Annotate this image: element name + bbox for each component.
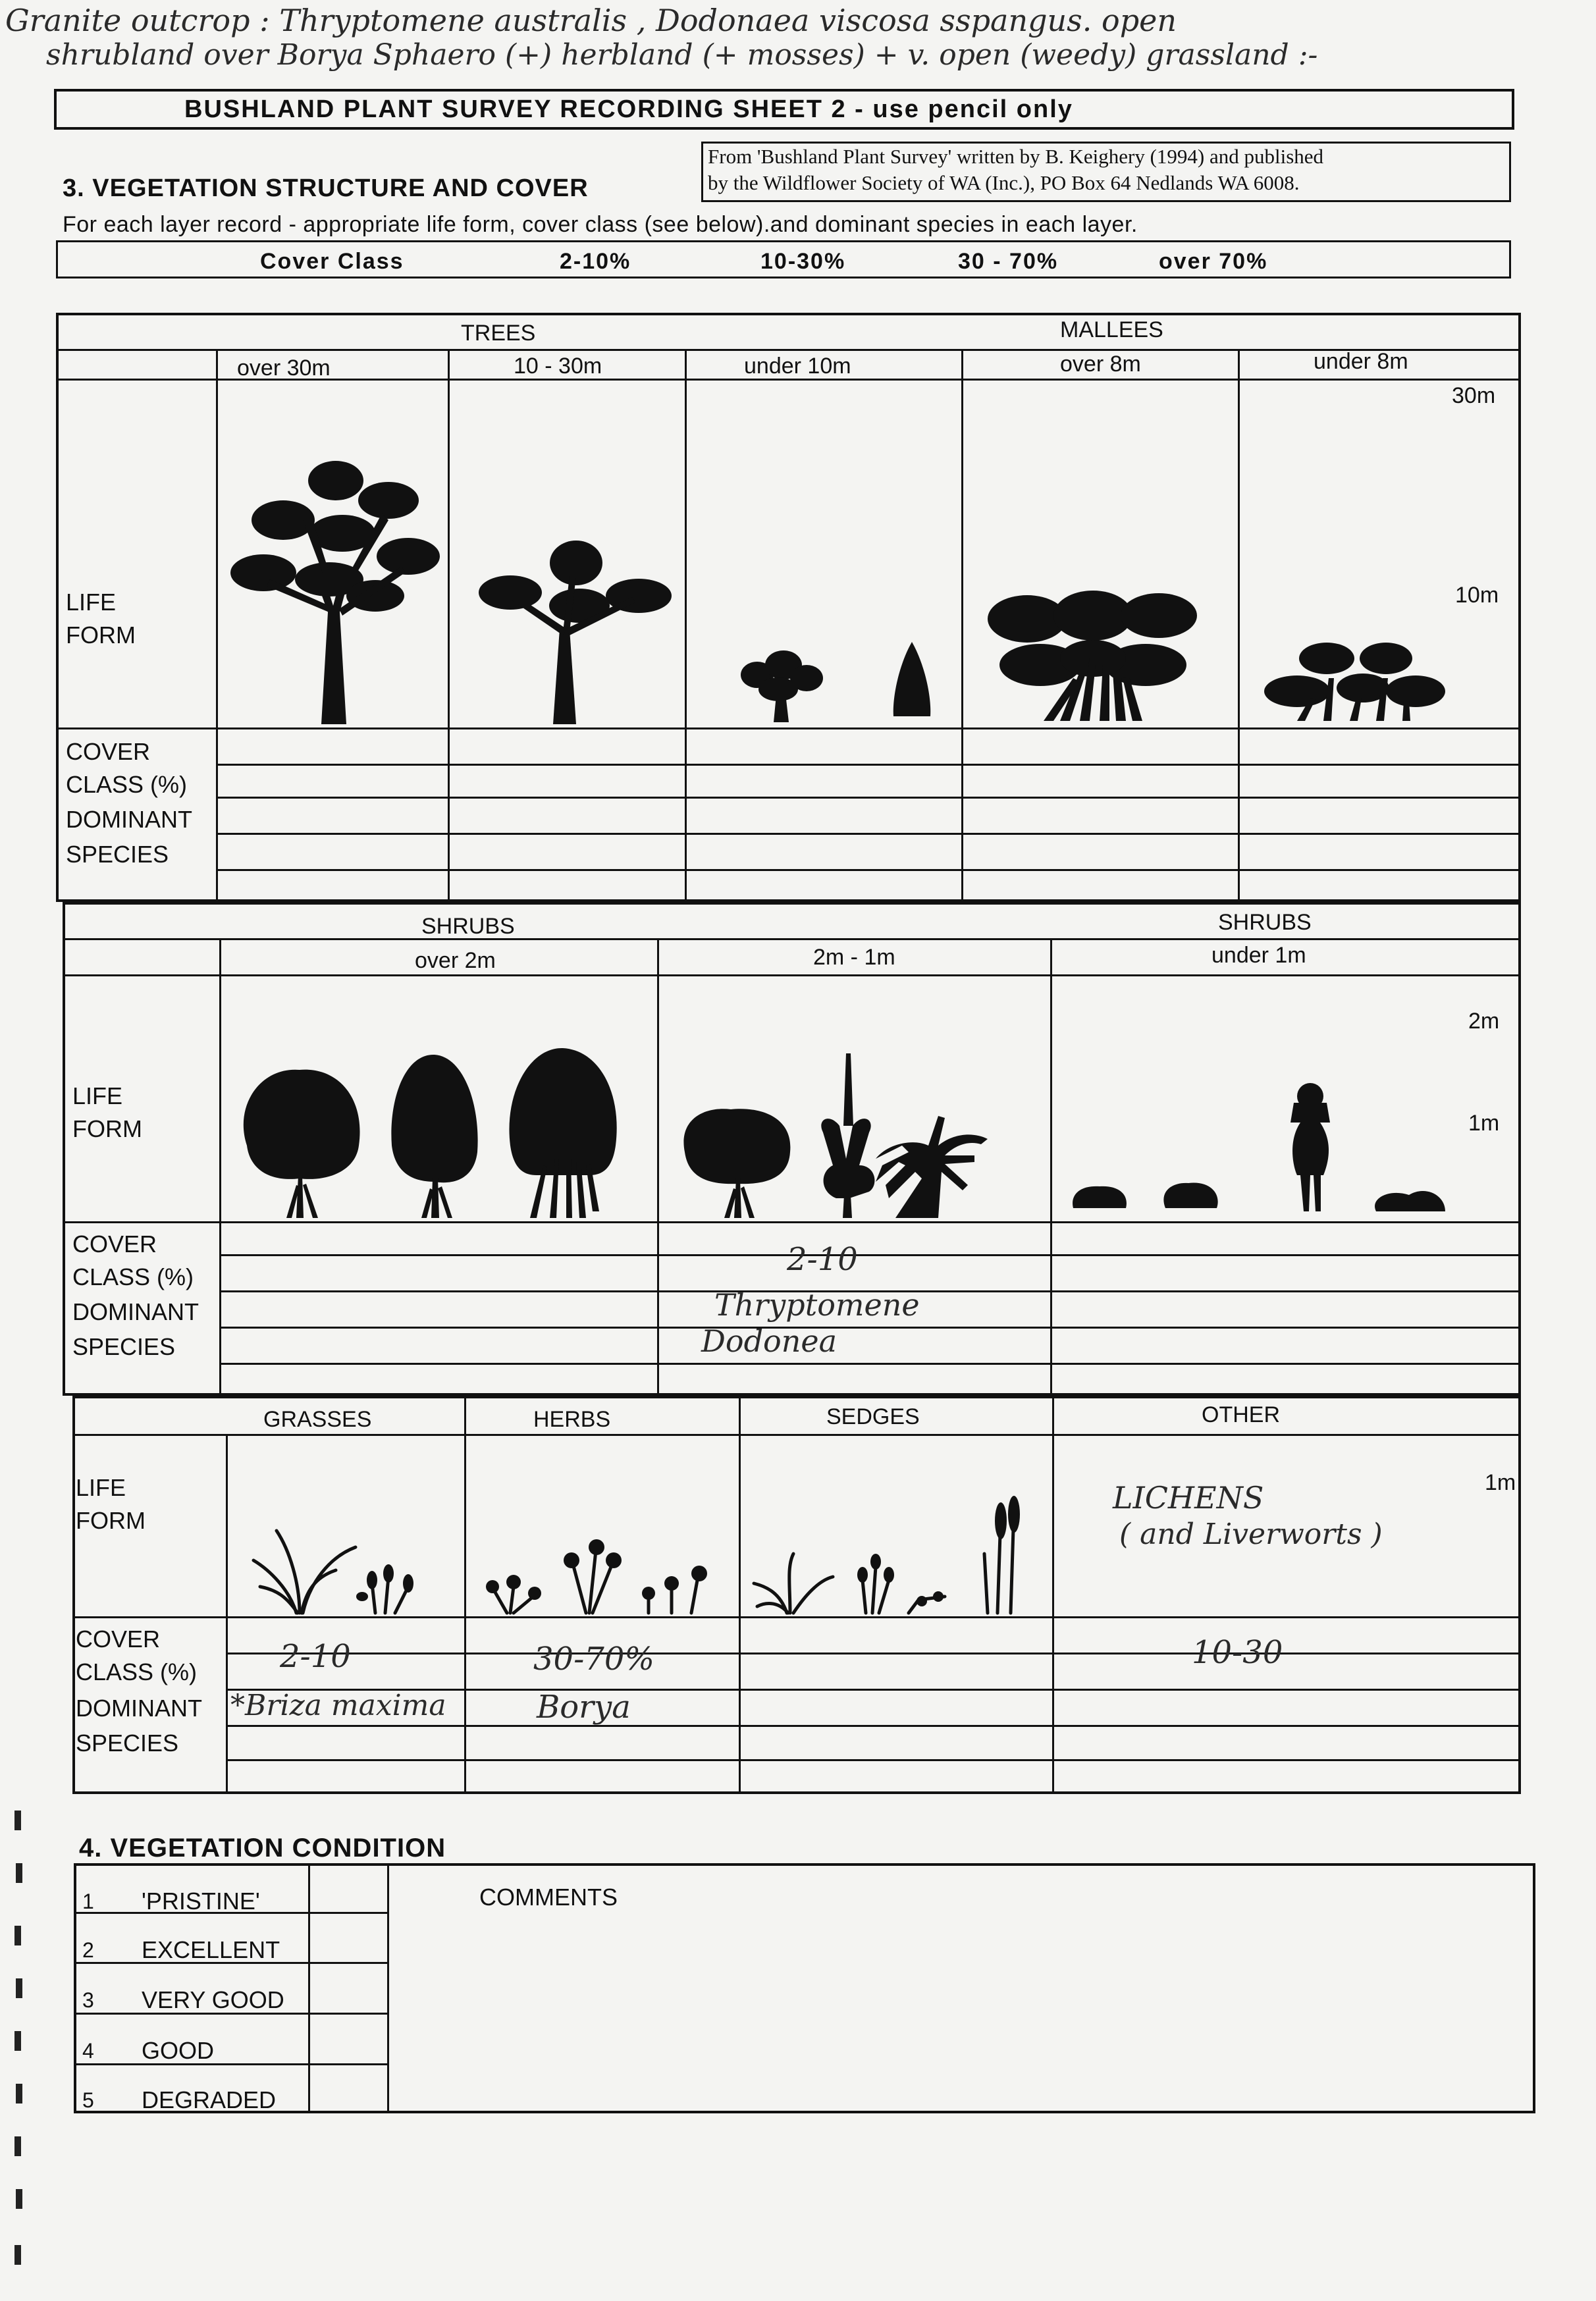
- condition-label-1: 'PRISTINE': [142, 1888, 260, 1915]
- handwritten-header-line2: shrubland over Borya Sphaero (+) herbland (+ mosses) + v. open (weedy) grassland :-: [46, 38, 1318, 72]
- scale-1m-ground: 1m: [1485, 1470, 1516, 1495]
- scale-1m: 1m: [1468, 1111, 1500, 1136]
- section4-heading: 4. VEGETATION CONDITION: [79, 1834, 446, 1863]
- condition-label-3: VERY GOOD: [142, 1986, 284, 2013]
- col-over-8m: over 8m: [1060, 352, 1141, 377]
- other-cover: 10-30: [1192, 1634, 1283, 1671]
- trees-header: TREES: [461, 321, 536, 346]
- condition-table: [74, 1863, 1535, 2113]
- section3-heading: 3. VEGETATION STRUCTURE AND COVER: [63, 174, 589, 202]
- conifer-tree-icon: [886, 639, 938, 721]
- life-label-ground: LIFE: [76, 1474, 126, 1501]
- form-label-trees: FORM: [66, 622, 136, 648]
- cover-class-1: 2-10%: [560, 249, 631, 274]
- condition-label-5: DEGRADED: [142, 2086, 277, 2113]
- species-label-ground: SPECIES: [76, 1730, 179, 1757]
- mallees-header: MALLEES: [1060, 317, 1163, 342]
- large-shrubs-icon: [234, 1047, 629, 1221]
- dominant-label-shrubs: DOMINANT: [72, 1298, 199, 1325]
- col-herbs: HERBS: [533, 1407, 611, 1432]
- condition-label-2: EXCELLENT: [142, 1936, 280, 1963]
- herbs-species: Borya: [537, 1689, 631, 1726]
- instruction-text: For each layer record - appropriate life form, cover class (see below).and dominant species in each layer.: [63, 212, 1138, 237]
- condition-num-5: 5: [82, 2088, 94, 2112]
- binding-holes: [0, 1791, 40, 2291]
- citation-line2: by the Wildflower Society of WA (Inc.), PO Box 64 Nedlands WA 6008.: [708, 171, 1300, 194]
- col-other: OTHER: [1202, 1402, 1280, 1427]
- grasses-species: *Briza maxima: [230, 1689, 446, 1722]
- small-mallee-icon: [1258, 639, 1449, 724]
- col-2m-1m: 2m - 1m: [813, 945, 895, 970]
- grasses-cover: 2-10: [280, 1638, 351, 1675]
- medium-tree-icon: [471, 537, 678, 727]
- col-sedges: SEDGES: [826, 1404, 920, 1429]
- handwritten-header-line1: Granite outcrop : Thryptomene australis , Dodonaea viscosa sspangus. open: [5, 3, 1177, 38]
- form-label-ground: FORM: [76, 1507, 146, 1534]
- other-life-form-1: LICHENS: [1113, 1480, 1264, 1516]
- col-over-30m: over 30m: [237, 356, 331, 381]
- scale-10m: 10m: [1455, 583, 1499, 608]
- class-label-shrubs: CLASS (%): [72, 1263, 194, 1290]
- grasses-icon: [250, 1524, 421, 1616]
- shrubs-header-left: SHRUBS: [421, 914, 515, 939]
- col-over-2m: over 2m: [415, 948, 496, 973]
- shrub-species-2m-1m-2: Dodonea: [701, 1323, 837, 1359]
- condition-num-3: 3: [82, 1988, 94, 2012]
- low-shrubs-icon: [1067, 1083, 1488, 1218]
- herbs-icon: [474, 1524, 724, 1616]
- species-label-shrubs: SPECIES: [72, 1333, 176, 1360]
- other-life-form-2: ( and Liverworts ): [1119, 1518, 1383, 1551]
- tall-tree-icon: [224, 448, 441, 727]
- life-label-trees: LIFE: [66, 589, 117, 616]
- medium-shrubs-icon: [678, 1047, 1047, 1221]
- species-label-trees: SPECIES: [66, 841, 169, 868]
- cover-label-shrubs: COVER: [72, 1230, 157, 1257]
- class-label-trees: CLASS (%): [66, 771, 188, 798]
- condition-label-4: GOOD: [142, 2037, 215, 2064]
- life-label-shrubs: LIFE: [72, 1082, 123, 1109]
- small-tree-icon: [737, 648, 826, 724]
- condition-num-1: 1: [82, 1890, 94, 1913]
- sedges-icon: [747, 1488, 1047, 1616]
- scale-30m: 30m: [1452, 383, 1496, 408]
- sheet-title: BUSHLAND PLANT SURVEY RECORDING SHEET 2 - use pencil only: [184, 95, 1073, 123]
- col-grasses: GRASSES: [263, 1407, 372, 1432]
- form-label-shrubs: FORM: [72, 1115, 142, 1142]
- cover-label-ground: COVER: [76, 1626, 161, 1653]
- cover-class-3: 30 - 70%: [958, 249, 1059, 274]
- cover-label-trees: COVER: [66, 738, 151, 765]
- condition-num-2: 2: [82, 1938, 94, 1962]
- dominant-label-trees: DOMINANT: [66, 806, 192, 833]
- shrubs-header-right: SHRUBS: [1218, 910, 1312, 935]
- large-mallee-icon: [981, 579, 1208, 727]
- citation-line1: From 'Bushland Plant Survey' written by B. Keighery (1994) and published: [708, 145, 1324, 168]
- col-under-10m: under 10m: [744, 354, 851, 379]
- cover-class-2: 10-30%: [760, 249, 846, 274]
- col-under-8m: under 8m: [1314, 349, 1408, 374]
- comments-label: COMMENTS: [479, 1884, 618, 1911]
- col-10-30m: 10 - 30m: [514, 354, 602, 379]
- shrub-species-2m-1m-1: Thryptomene: [714, 1287, 920, 1323]
- dominant-label-ground: DOMINANT: [76, 1695, 202, 1722]
- cover-class-label: Cover Class: [260, 249, 404, 274]
- condition-num-4: 4: [82, 2039, 94, 2063]
- class-label-ground: CLASS (%): [76, 1658, 198, 1685]
- cover-class-4: over 70%: [1159, 249, 1268, 274]
- col-under-1m: under 1m: [1211, 943, 1306, 968]
- herbs-cover: 30-70%: [533, 1641, 654, 1678]
- scale-2m: 2m: [1468, 1009, 1500, 1034]
- shrub-cover-2m-1m: 2-10: [787, 1241, 858, 1278]
